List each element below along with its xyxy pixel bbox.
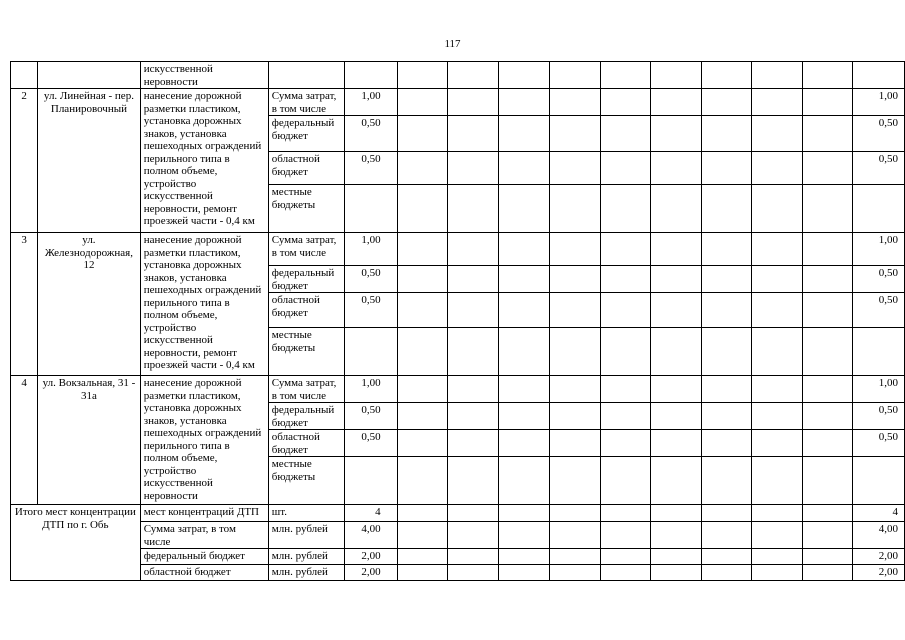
source-label: федеральный бюджет [268,116,345,152]
total-cell [853,457,905,505]
table-row [11,89,905,116]
place-cell: ул. Железнодорожная, 12 [38,233,141,376]
source-label: областной бюджет [268,430,345,457]
program-table [10,61,905,581]
value-cell: 0,50 [345,266,397,293]
source-label: федеральный бюджет [268,266,345,293]
unit-cell: млн. рублей [268,565,345,581]
total-cell: 2,00 [853,549,905,565]
value-cell: 2,00 [345,565,397,581]
value-cell: 0,50 [345,430,397,457]
value-cell [345,328,397,376]
total-cell: 4,00 [853,522,905,549]
place-cell: ул. Линейная - пер. Планировочный [38,89,141,233]
total-cell: 0,50 [853,116,905,152]
totals-label: Итого мест концентрации ДТП по г. Обь [11,505,141,581]
desc-cell: нанесение дорожной разметки пластиком, установка дорожных знаков, установка пешеходных ограждений перильного типа в полном объеме, устройство искусственной неровности, ремонт проезжей части - 0,4 км [140,89,268,233]
row-number: 2 [11,89,38,233]
total-cell: 1,00 [853,233,905,266]
value-cell: 0,50 [345,293,397,328]
total-cell: 0,50 [853,430,905,457]
value-cell: 4,00 [345,522,397,549]
table-row [11,62,905,89]
table-row [11,522,905,549]
row-number: 3 [11,233,38,376]
value-cell: 0,50 [345,116,397,152]
total-cell: 0,50 [853,152,905,185]
total-cell: 0,50 [853,293,905,328]
total-cell: 0,50 [853,403,905,430]
total-cell: 0,50 [853,266,905,293]
value-cell: 1,00 [345,376,397,403]
unit-cell: шт. [268,505,345,522]
value-cell: 0,50 [345,403,397,430]
totals-row-label: федеральный бюджет [140,549,268,565]
table-row [11,376,905,403]
totals-row-label: Сумма затрат, в том числе [140,522,268,549]
total-cell [853,328,905,376]
desc-cell: нанесение дорожной разметки пластиком, установка дорожных знаков, установка пешеходных ограждений перильного типа в полном объеме, устройство искусственной неровности [140,376,268,505]
source-label: местные бюджеты [268,457,345,505]
desc-cell: искусственной неровности [140,62,268,89]
source-label: областной бюджет [268,152,345,185]
unit-cell: млн. рублей [268,522,345,549]
row-number: 4 [11,376,38,505]
total-cell: 1,00 [853,89,905,116]
table-row [11,505,905,522]
table-row [11,233,905,266]
totals-row-label: мест концентраций ДТП [140,505,268,522]
source-label: областной бюджет [268,293,345,328]
table-row [11,549,905,565]
place-cell: ул. Вокзальная, 31 - 31а [38,376,141,505]
desc-cell: нанесение дорожной разметки пластиком, установка дорожных знаков, установка пешеходных ограждений перильного типа в полном объеме, устройство искусственной неровности, ремонт проезжей части - 0,4 км [140,233,268,376]
value-cell: 1,00 [345,233,397,266]
table-row [11,565,905,581]
value-cell: 1,00 [345,89,397,116]
source-label: Сумма затрат, в том числе [268,89,345,116]
value-cell: 2,00 [345,549,397,565]
page-number: 117 [444,38,461,50]
value-cell: 4 [345,505,397,522]
source-label: Сумма затрат, в том числе [268,233,345,266]
source-label: федеральный бюджет [268,403,345,430]
source-label: местные бюджеты [268,185,345,233]
total-cell: 4 [853,505,905,522]
source-label: Сумма затрат, в том числе [268,376,345,403]
total-cell: 2,00 [853,565,905,581]
value-cell [345,185,397,233]
unit-cell: млн. рублей [268,549,345,565]
value-cell [345,457,397,505]
source-label: местные бюджеты [268,328,345,376]
total-cell [853,185,905,233]
value-cell: 0,50 [345,152,397,185]
total-cell: 1,00 [853,376,905,403]
totals-row-label: областной бюджет [140,565,268,581]
